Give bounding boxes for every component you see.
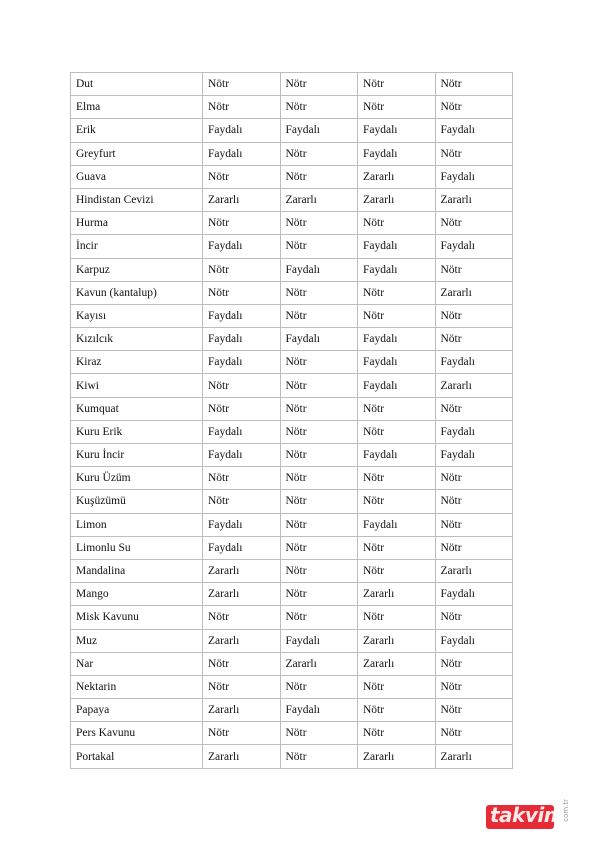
effect-cell: Faydalı [358,258,436,281]
effect-cell: Nötr [203,397,281,420]
effect-cell: Nötr [435,675,513,698]
table-row [71,652,513,675]
table-row [71,188,513,211]
effect-cell: Nötr [358,397,436,420]
fruit-name-cell: Kayısı [71,304,203,327]
fruit-name-cell: Hurma [71,212,203,235]
table-row [71,444,513,467]
fruit-name-cell: Nektarin [71,675,203,698]
effect-cell: Faydalı [280,258,358,281]
fruit-name-cell: Papaya [71,699,203,722]
effect-cell: Nötr [203,212,281,235]
table-row [71,351,513,374]
effect-cell: Nötr [280,142,358,165]
effect-cell: Nötr [280,490,358,513]
fruit-name-cell: Kumquat [71,397,203,420]
effect-cell: Nötr [203,281,281,304]
effect-cell: Faydalı [358,513,436,536]
effect-cell: Nötr [358,699,436,722]
table-row [71,536,513,559]
effect-cell: Nötr [280,96,358,119]
effect-cell: Faydalı [358,119,436,142]
effect-cell: Nötr [203,675,281,698]
table-row [71,142,513,165]
effect-cell: Faydalı [280,629,358,652]
table-row [71,119,513,142]
effect-cell: Faydalı [358,374,436,397]
effect-cell: Nötr [280,467,358,490]
effect-cell: Zararlı [358,583,436,606]
table-row [71,281,513,304]
effect-cell: Zararlı [435,188,513,211]
effect-cell: Nötr [358,722,436,745]
effect-cell: Zararlı [280,652,358,675]
effect-cell: Nötr [358,559,436,582]
effect-cell: Nötr [358,675,436,698]
effect-cell: Faydalı [435,119,513,142]
fruit-name-cell: Greyfurt [71,142,203,165]
table-row [71,258,513,281]
effect-cell: Nötr [358,212,436,235]
effect-cell: Nötr [280,722,358,745]
effect-cell: Nötr [280,351,358,374]
effect-cell: Nötr [203,374,281,397]
fruit-name-cell: Misk Kavunu [71,606,203,629]
table-row [71,165,513,188]
effect-cell: Nötr [435,699,513,722]
effect-cell: Nötr [203,652,281,675]
table-row [71,374,513,397]
effect-cell: Nötr [435,652,513,675]
effect-cell: Zararlı [435,281,513,304]
effect-cell: Nötr [280,420,358,443]
fruit-name-cell: Karpuz [71,258,203,281]
table-row [71,73,513,96]
effect-cell: Nötr [435,328,513,351]
effect-cell: Nötr [280,675,358,698]
effect-cell: Nötr [435,212,513,235]
effect-cell: Nötr [358,420,436,443]
effect-cell: Nötr [280,513,358,536]
effect-cell: Zararlı [203,583,281,606]
effect-cell: Zararlı [203,745,281,768]
table-row [71,96,513,119]
table-body [71,73,513,769]
effect-cell: Nötr [358,304,436,327]
effect-cell: Faydalı [435,583,513,606]
fruit-name-cell: Limon [71,513,203,536]
fruit-name-cell: Hindistan Cevizi [71,188,203,211]
effect-cell: Faydalı [358,444,436,467]
effect-cell: Zararlı [358,629,436,652]
fruit-name-cell: Kiraz [71,351,203,374]
watermark-brand: takvim [490,803,565,827]
effect-cell: Faydalı [203,444,281,467]
effect-cell: Zararlı [203,629,281,652]
effect-cell: Zararlı [203,699,281,722]
effect-cell: Faydalı [203,235,281,258]
effect-cell: Nötr [280,304,358,327]
effect-cell: Zararlı [358,188,436,211]
effect-cell: Zararlı [203,188,281,211]
effect-cell: Zararlı [358,745,436,768]
effect-cell: Nötr [280,235,358,258]
effect-cell: Nötr [280,559,358,582]
table-row [71,675,513,698]
fruit-name-cell: Kuru Üzüm [71,467,203,490]
fruit-name-cell: Kızılcık [71,328,203,351]
table-row [71,235,513,258]
table-row [71,583,513,606]
effect-cell: Faydalı [435,165,513,188]
effect-cell: Nötr [435,606,513,629]
effect-cell: Nötr [203,96,281,119]
effect-cell: Nötr [358,490,436,513]
fruit-name-cell: Kuru İncir [71,444,203,467]
effect-cell: Faydalı [280,328,358,351]
effect-cell: Zararlı [435,559,513,582]
effect-cell: Faydalı [358,235,436,258]
effect-cell: Faydalı [358,328,436,351]
effect-cell: Nötr [435,258,513,281]
effect-cell: Nötr [435,513,513,536]
effect-cell: Faydalı [203,142,281,165]
effect-cell: Zararlı [435,374,513,397]
table-row [71,328,513,351]
effect-cell: Nötr [203,258,281,281]
fruit-name-cell: Erik [71,119,203,142]
table-row [71,212,513,235]
effect-cell: Nötr [435,397,513,420]
table-row [71,397,513,420]
effect-cell: Nötr [280,606,358,629]
effect-cell: Nötr [203,606,281,629]
effect-cell: Faydalı [203,536,281,559]
effect-cell: Faydalı [435,444,513,467]
fruit-name-cell: İncir [71,235,203,258]
effect-cell: Nötr [358,96,436,119]
table-row [71,304,513,327]
effect-cell: Faydalı [358,351,436,374]
effect-cell: Nötr [203,490,281,513]
effect-cell: Nötr [280,583,358,606]
effect-cell: Nötr [203,467,281,490]
fruit-name-cell: Elma [71,96,203,119]
effect-cell: Nötr [358,606,436,629]
effect-cell: Nötr [435,73,513,96]
effect-cell: Faydalı [203,513,281,536]
effect-cell: Nötr [203,165,281,188]
takvim-watermark [466,799,586,839]
fruit-name-cell: Pers Kavunu [71,722,203,745]
effect-cell: Zararlı [280,188,358,211]
table-row [71,722,513,745]
effect-cell: Nötr [435,536,513,559]
effect-cell: Nötr [280,745,358,768]
effect-cell: Faydalı [280,119,358,142]
table-row [71,490,513,513]
effect-cell: Nötr [358,281,436,304]
effect-cell: Nötr [280,212,358,235]
fruit-name-cell: Kiwi [71,374,203,397]
effect-cell: Zararlı [358,652,436,675]
fruit-blood-type-table [70,72,513,769]
table-row [71,513,513,536]
effect-cell: Nötr [358,73,436,96]
fruit-name-cell: Nar [71,652,203,675]
effect-cell: Nötr [203,722,281,745]
table-row [71,699,513,722]
effect-cell: Faydalı [203,119,281,142]
fruit-name-cell: Kavun (kantalup) [71,281,203,304]
effect-cell: Nötr [280,374,358,397]
effect-cell: Nötr [280,536,358,559]
effect-cell: Faydalı [435,629,513,652]
effect-cell: Nötr [203,73,281,96]
effect-cell: Faydalı [280,699,358,722]
effect-cell: Nötr [280,165,358,188]
effect-cell: Zararlı [435,745,513,768]
effect-cell: Faydalı [203,420,281,443]
effect-cell: Nötr [435,304,513,327]
effect-cell: Faydalı [203,328,281,351]
effect-cell: Zararlı [203,559,281,582]
fruit-name-cell: Mango [71,583,203,606]
fruit-name-cell: Kuşüzümü [71,490,203,513]
effect-cell: Faydalı [203,351,281,374]
fruit-name-cell: Kuru Erik [71,420,203,443]
effect-cell: Faydalı [435,351,513,374]
effect-cell: Nötr [435,490,513,513]
effect-cell: Nötr [435,96,513,119]
table-row [71,559,513,582]
effect-cell: Nötr [280,444,358,467]
effect-cell: Nötr [280,73,358,96]
effect-cell: Faydalı [435,235,513,258]
table-row [71,467,513,490]
effect-cell: Faydalı [358,142,436,165]
effect-cell: Nötr [280,397,358,420]
effect-cell: Faydalı [203,304,281,327]
table-row [71,606,513,629]
effect-cell: Nötr [435,722,513,745]
effect-cell: Nötr [435,467,513,490]
effect-cell: Zararlı [358,165,436,188]
table-row [71,745,513,768]
fruit-name-cell: Mandalina [71,559,203,582]
table-row [71,629,513,652]
effect-cell: Nötr [280,281,358,304]
fruit-name-cell: Limonlu Su [71,536,203,559]
fruit-name-cell: Portakal [71,745,203,768]
effect-cell: Nötr [358,536,436,559]
fruit-name-cell: Dut [71,73,203,96]
fruit-name-cell: Guava [71,165,203,188]
watermark-domain: com.tr [562,799,570,822]
fruit-name-cell: Muz [71,629,203,652]
effect-cell: Nötr [358,467,436,490]
table-row [71,420,513,443]
effect-cell: Faydalı [435,420,513,443]
effect-cell: Nötr [435,142,513,165]
